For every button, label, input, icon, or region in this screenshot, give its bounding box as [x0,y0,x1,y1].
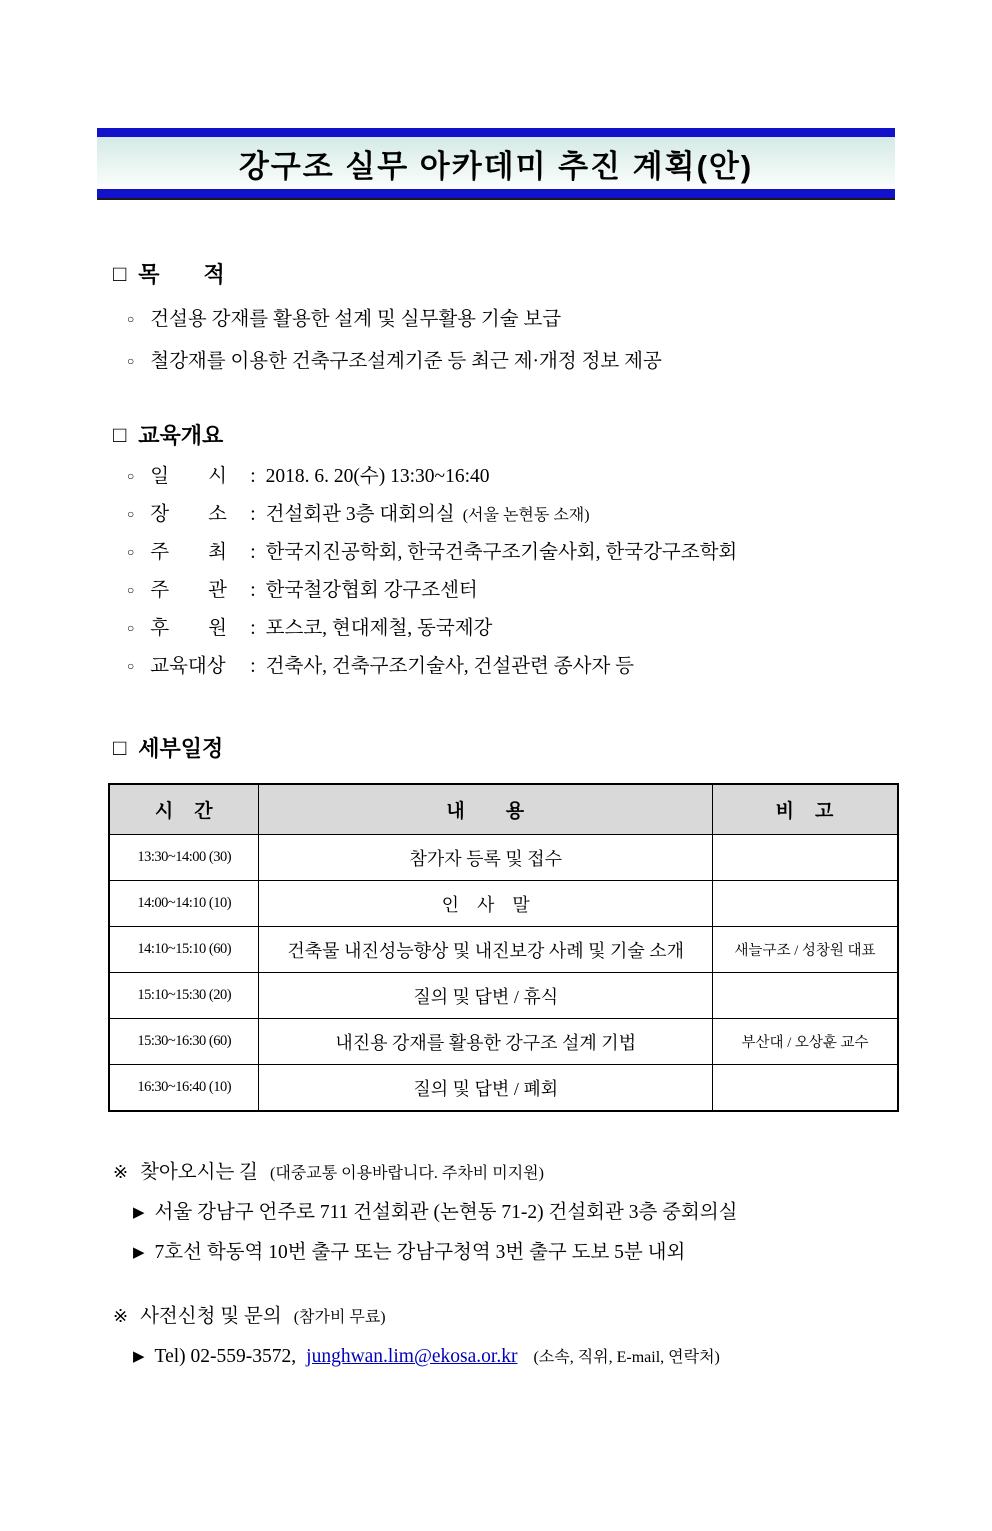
page-title: 강구조 실무 아카데미 추진 계획(안) [238,148,754,184]
schedule-heading [113,732,895,763]
content-cell: 건축물 내진성능향상 및 내진보강 사례 및 기술 소개 [259,927,713,973]
purpose-item-text: 건설용 강재를 활용한 설계 및 실무활용 기술 보급 [150,309,562,330]
overview-rows [113,460,895,688]
direction-item-text: 7호선 학동역 10번 출구 또는 강남구청역 3번 출구 도보 5분 내외 [154,1242,686,1263]
circle-bullet-icon: ○ [127,354,135,368]
time-cell: 15:10~15:30 (20) [109,973,259,1019]
section-schedule [113,732,895,1112]
tel-number: Tel) 02-559-3572, [154,1346,297,1367]
directions-title: 찾아오시는 길 [140,1162,258,1183]
remark-cell [713,1065,898,1112]
circle-bullet-icon: ○ [127,621,135,635]
contact-tel-line [113,1344,895,1368]
section-purpose [113,258,895,373]
table-header-row [109,784,898,835]
purpose-item-text: 철강재를 이용한 건축구조설계기준 등 최근 제·개정 정보 제공 [150,351,662,372]
square-icon: □ [113,260,127,286]
content-cell: 참가자 등록 및 접수 [259,835,713,881]
schedule-heading-label: 세부일정 [138,736,224,761]
contact-title-line [113,1300,895,1328]
contact-suffix: (소속, 직위, E-mail, 연락처) [533,1349,720,1366]
circle-bullet-icon: ○ [127,469,135,483]
overview-row-audience [113,650,895,688]
banner-bottom-bar [97,189,895,198]
time-cell: 15:30~16:30 (60) [109,1019,259,1065]
overview-separator: : [250,542,256,563]
table-row [109,1019,898,1065]
overview-separator: : [250,618,256,639]
direction-item [113,1196,895,1224]
arrow-icon: ▶ [133,1205,145,1221]
circle-bullet-icon: ○ [127,507,135,521]
overview-separator: : [250,466,256,487]
overview-label: 주 관 [150,580,227,601]
overview-row-host [113,536,895,574]
directions-note [113,1156,895,1264]
content-cell: 인 사 말 [259,881,713,927]
header-remark: 비 고 [713,784,898,835]
overview-value: 2018. 6. 20(수) 13:30~16:40 [265,466,490,487]
time-cell: 14:00~14:10 (10) [109,881,259,927]
circle-bullet-icon: ○ [127,312,135,326]
header-content: 내 용 [259,784,713,835]
overview-label: 장 소 [150,504,227,525]
overview-separator: : [250,580,256,601]
overview-label: 주 최 [150,542,227,563]
arrow-icon: ▶ [133,1349,145,1365]
table-row [109,835,898,881]
table-row [109,927,898,973]
overview-value: 한국철강협회 강구조센터 [265,580,478,601]
overview-value: 건설회관 3층 대회의실 [265,504,455,525]
document-page [0,128,992,1368]
banner-background [97,137,895,189]
purpose-item [113,345,895,373]
content-cell: 질의 및 답변 / 휴식 [259,973,713,1019]
circle-bullet-icon: ○ [127,583,135,597]
time-cell: 16:30~16:40 (10) [109,1065,259,1112]
circle-bullet-icon: ○ [127,659,135,673]
banner-underline [97,198,895,200]
content-cell: 질의 및 답변 / 폐회 [259,1065,713,1112]
overview-note: (서울 논현동 소재) [462,507,590,524]
circle-bullet-icon: ○ [127,545,135,559]
title-banner [97,128,895,200]
overview-row-organizer [113,574,895,612]
directions-subnote: (대중교통 이용바랍니다. 주차비 미지원) [270,1165,544,1182]
purpose-heading [113,258,895,289]
reference-mark-icon: ※ [113,1162,129,1182]
purpose-heading-label: 목 적 [138,262,225,287]
direction-item-text: 서울 강남구 언주로 711 건설회관 (논현동 71-2) 건설회관 3층 중회의실 [154,1202,738,1223]
content-cell: 내진용 강재를 활용한 강구조 설계 기법 [259,1019,713,1065]
overview-label: 일 시 [150,466,227,487]
reference-mark-icon: ※ [113,1306,129,1326]
contact-title: 사전신청 및 문의 [140,1306,282,1327]
purpose-item [113,303,895,331]
remark-cell [713,881,898,927]
remark-cell [713,835,898,881]
contact-note [113,1300,895,1368]
table-row [109,881,898,927]
section-overview [113,419,895,688]
overview-heading [113,419,895,450]
overview-row-venue [113,498,895,536]
remark-cell: 새늘구조 / 성창원 대표 [713,927,898,973]
overview-separator: : [250,504,256,525]
overview-value: 건축사, 건축구조기술사, 건설관련 종사자 등 [265,656,634,677]
square-icon: □ [113,734,127,760]
overview-value: 포스코, 현대제철, 동국제강 [265,618,493,639]
schedule-table [108,783,899,1112]
email-link[interactable]: junghwan.lim@ekosa.or.kr [306,1346,518,1367]
time-cell: 14:10~15:10 (60) [109,927,259,973]
square-icon: □ [113,421,127,447]
overview-label: 교육대상 [150,656,226,677]
directions-title-line [113,1156,895,1184]
overview-row-sponsor [113,612,895,650]
table-row [109,1065,898,1112]
header-time: 시 간 [109,784,259,835]
time-cell: 13:30~14:00 (30) [109,835,259,881]
remark-cell: 부산대 / 오상훈 교수 [713,1019,898,1065]
overview-row-datetime [113,460,895,498]
overview-heading-label: 교육개요 [138,423,224,448]
purpose-items [113,303,895,373]
table-row [109,973,898,1019]
contact-subnote: (참가비 무료) [293,1309,386,1326]
overview-separator: : [250,656,256,677]
direction-item [113,1236,895,1264]
arrow-icon: ▶ [133,1245,145,1261]
remark-cell [713,973,898,1019]
overview-value: 한국지진공학회, 한국건축구조기술사회, 한국강구조학회 [265,542,738,563]
banner-top-bar [97,128,895,137]
overview-label: 후 원 [150,618,227,639]
